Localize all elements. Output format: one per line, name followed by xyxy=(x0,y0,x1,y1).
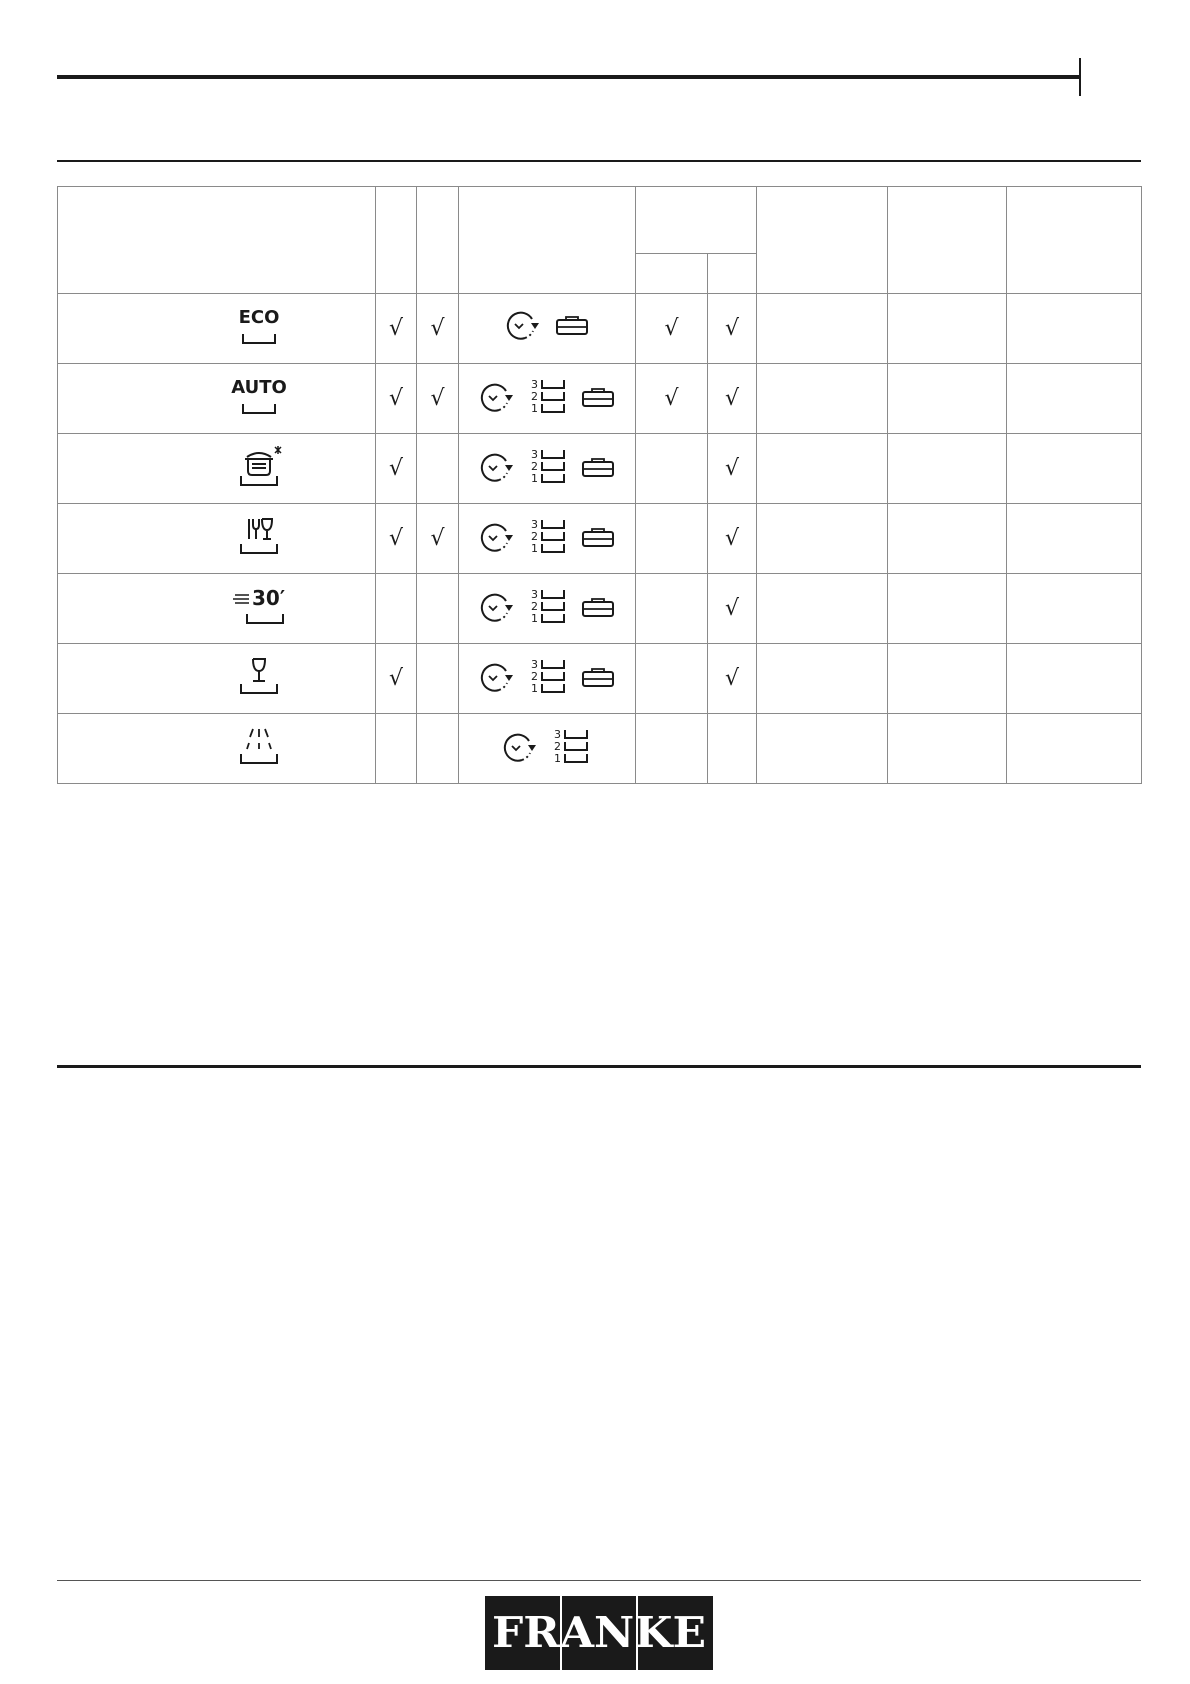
header-cell xyxy=(1007,187,1142,294)
rack-levels-icon xyxy=(529,657,569,699)
table-row xyxy=(58,574,1142,644)
rinse-symbol xyxy=(229,723,289,769)
check-mark: √ xyxy=(388,315,404,341)
header-cell-program xyxy=(58,187,376,294)
check-mark: √ xyxy=(388,455,404,481)
table-header-row xyxy=(58,187,1142,254)
tablet-icon xyxy=(581,667,615,689)
top-rule-tick xyxy=(1079,58,1081,96)
options-cell xyxy=(459,434,636,504)
rack-number: 1 xyxy=(531,612,538,625)
delay-timer-icon xyxy=(479,381,517,415)
empty-cell xyxy=(1007,364,1142,434)
rack-levels-icon xyxy=(552,727,592,769)
program-symbol-cell xyxy=(58,714,376,784)
empty-cell xyxy=(757,294,888,364)
options-icons xyxy=(479,657,615,699)
options-cell xyxy=(459,714,636,784)
empty-cell xyxy=(757,714,888,784)
check-mark: √ xyxy=(388,385,404,411)
check-mark: √ xyxy=(724,385,740,411)
franke-logo xyxy=(485,1596,713,1670)
check-mark: √ xyxy=(724,595,740,621)
program-symbol-cell xyxy=(58,294,376,364)
tablet-icon xyxy=(581,457,615,479)
rack-number: 1 xyxy=(554,752,561,765)
program-symbol-cell xyxy=(58,644,376,714)
options-cell xyxy=(459,364,636,434)
program-symbol-cell xyxy=(58,504,376,574)
program-symbol-cell xyxy=(58,574,376,644)
svg-text:30′: 30′ xyxy=(252,586,286,610)
auto-symbol xyxy=(229,373,289,419)
check-mark: √ xyxy=(724,315,740,341)
check-cell xyxy=(636,434,708,504)
table-row xyxy=(58,504,1142,574)
header-cell xyxy=(888,187,1007,294)
options-cell xyxy=(459,294,636,364)
check-cell xyxy=(417,644,459,714)
rack-number: 1 xyxy=(531,682,538,695)
header-subcell xyxy=(636,254,708,294)
empty-cell xyxy=(888,714,1007,784)
footer-rule xyxy=(57,1580,1141,1581)
options-icons xyxy=(502,727,592,769)
empty-cell xyxy=(1007,434,1142,504)
programs-table xyxy=(57,186,1142,784)
delay-timer-icon xyxy=(479,451,517,485)
rack-number: 2 xyxy=(531,460,538,473)
rack-number: 3 xyxy=(531,658,538,671)
options-icons xyxy=(479,517,615,559)
empty-cell xyxy=(888,434,1007,504)
check-cell xyxy=(417,714,459,784)
check-mark: √ xyxy=(430,385,445,411)
tablet-icon xyxy=(581,597,615,619)
tablet-icon xyxy=(581,387,615,409)
check-cell xyxy=(636,504,708,574)
check-mark: √ xyxy=(724,665,740,691)
check-cell xyxy=(708,504,757,574)
check-cell xyxy=(708,644,757,714)
top-rule xyxy=(57,75,1080,79)
rack-number: 1 xyxy=(531,472,538,485)
rack-number: 3 xyxy=(531,518,538,531)
empty-cell xyxy=(757,574,888,644)
empty-cell xyxy=(757,434,888,504)
rack-number: 1 xyxy=(531,542,538,555)
rack-levels-icon xyxy=(529,517,569,559)
delay-timer-icon xyxy=(479,591,517,625)
empty-cell xyxy=(888,364,1007,434)
rack-number: 1 xyxy=(531,402,538,415)
check-mark: √ xyxy=(664,315,679,341)
check-mark: √ xyxy=(388,665,404,691)
empty-cell xyxy=(757,504,888,574)
rack-number: 2 xyxy=(531,670,538,683)
table-row xyxy=(58,364,1142,434)
quick-30-symbol xyxy=(229,583,289,629)
header-cell-options xyxy=(459,187,636,294)
rack-number: 3 xyxy=(531,448,538,461)
check-cell xyxy=(417,294,459,364)
rack-number: 2 xyxy=(531,600,538,613)
svg-text:FRANKE: FRANKE xyxy=(492,1608,706,1657)
rack-number: 3 xyxy=(554,728,561,741)
empty-cell xyxy=(888,294,1007,364)
tablet-icon xyxy=(555,315,589,337)
check-cell xyxy=(376,364,417,434)
rack-number: 2 xyxy=(531,390,538,403)
check-cell xyxy=(376,434,417,504)
delay-timer-icon xyxy=(479,521,517,555)
header-cell xyxy=(417,187,459,294)
options-cell xyxy=(459,644,636,714)
options-icons xyxy=(479,587,615,629)
header-cell xyxy=(376,187,417,294)
header-subcell xyxy=(708,254,757,294)
options-cell xyxy=(459,504,636,574)
table-row xyxy=(58,434,1142,504)
check-mark: √ xyxy=(430,315,445,341)
options-icons xyxy=(479,447,615,489)
check-mark: √ xyxy=(724,525,740,551)
options-cell xyxy=(459,574,636,644)
program-symbol-cell xyxy=(58,434,376,504)
options-icons xyxy=(479,377,615,419)
check-cell xyxy=(376,644,417,714)
check-cell xyxy=(708,714,757,784)
rack-levels-icon xyxy=(529,377,569,419)
check-cell xyxy=(376,574,417,644)
svg-text:AUTO: AUTO xyxy=(231,377,287,398)
empty-cell xyxy=(1007,294,1142,364)
rack-number: 2 xyxy=(554,740,561,753)
check-cell xyxy=(636,574,708,644)
check-cell xyxy=(417,504,459,574)
empty-cell xyxy=(888,644,1007,714)
check-cell xyxy=(708,364,757,434)
table-row xyxy=(58,714,1142,784)
intensive-pot-symbol xyxy=(229,443,289,489)
program-symbol-cell xyxy=(58,364,376,434)
delay-timer-icon xyxy=(505,309,543,343)
section-divider xyxy=(57,1065,1141,1068)
check-cell xyxy=(376,714,417,784)
empty-cell xyxy=(1007,574,1142,644)
empty-cell xyxy=(757,644,888,714)
check-cell xyxy=(636,714,708,784)
check-cell xyxy=(376,294,417,364)
delay-timer-icon xyxy=(479,661,517,695)
header-cell xyxy=(757,187,888,294)
empty-cell xyxy=(757,364,888,434)
header-cell-group xyxy=(636,187,757,254)
rack-levels-icon xyxy=(529,447,569,489)
rack-number: 3 xyxy=(531,588,538,601)
delay-timer-icon xyxy=(502,731,540,765)
options-icons xyxy=(505,309,589,343)
check-mark: √ xyxy=(388,525,404,551)
check-cell xyxy=(636,364,708,434)
check-cell xyxy=(417,364,459,434)
check-cell xyxy=(636,644,708,714)
check-cell xyxy=(636,294,708,364)
section-divider xyxy=(57,160,1141,162)
table-row xyxy=(58,294,1142,364)
check-mark: √ xyxy=(724,455,740,481)
check-mark: √ xyxy=(664,385,679,411)
rack-levels-icon xyxy=(529,587,569,629)
empty-cell xyxy=(888,574,1007,644)
tablet-icon xyxy=(581,527,615,549)
check-cell xyxy=(708,574,757,644)
rack-number: 3 xyxy=(531,378,538,391)
rack-number: 2 xyxy=(531,530,538,543)
check-cell xyxy=(417,574,459,644)
svg-text:ECO: ECO xyxy=(238,307,280,328)
check-cell xyxy=(417,434,459,504)
cutlery-glass-symbol xyxy=(229,513,289,559)
empty-cell xyxy=(1007,504,1142,574)
check-mark: √ xyxy=(430,525,445,551)
empty-cell xyxy=(1007,714,1142,784)
check-cell xyxy=(376,504,417,574)
empty-cell xyxy=(888,504,1007,574)
glass-symbol xyxy=(229,653,289,699)
table-row xyxy=(58,644,1142,714)
check-cell xyxy=(708,434,757,504)
empty-cell xyxy=(1007,644,1142,714)
eco-symbol xyxy=(229,303,289,349)
check-cell xyxy=(708,294,757,364)
